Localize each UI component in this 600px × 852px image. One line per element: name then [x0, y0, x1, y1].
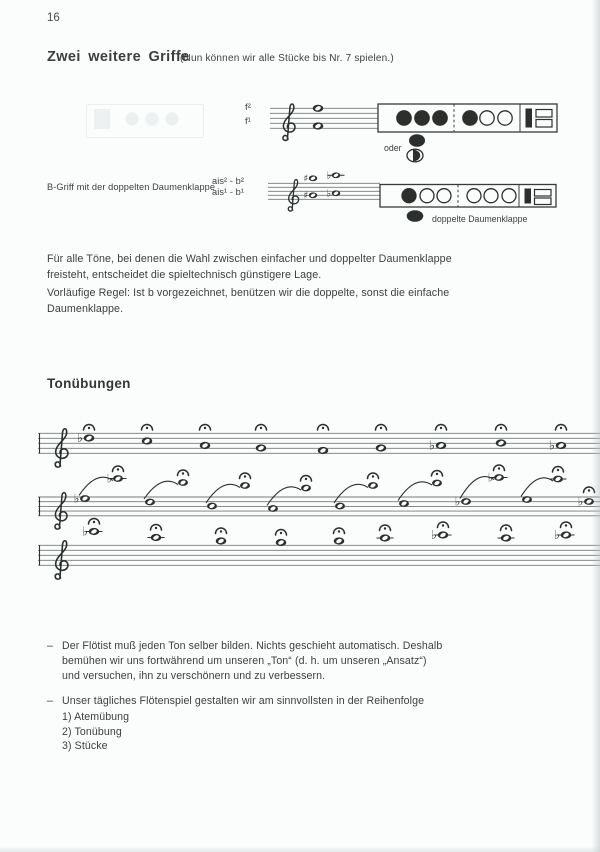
page-subtitle: (Nun können wir alle Stücke bis Nr. 7 spielen.)	[180, 53, 394, 64]
whole-note	[303, 191, 317, 202]
reverse-page-bleedthrough-holes	[122, 112, 182, 126]
whole-note	[498, 534, 515, 541]
list-item-daily-practice	[47, 694, 424, 754]
doppelte-daumenklappe-label: doppelte Daumenklappe	[432, 214, 528, 224]
whole-note	[148, 534, 165, 541]
flat-sign: ♭	[549, 437, 555, 453]
treble-clef	[288, 180, 298, 211]
text-line: freisteht, entscheidet die spieltechnisch günstigere Lage.	[47, 268, 322, 281]
page-edge-shadow-right	[592, 0, 600, 852]
key-bar-filled	[526, 109, 533, 128]
f-griff-chart	[378, 104, 557, 162]
whole-note	[326, 171, 344, 182]
whole-note	[200, 442, 211, 449]
fermata	[501, 525, 512, 531]
paragraph-preliminary-rule	[47, 286, 449, 317]
key-paddle-open	[535, 190, 552, 197]
whole-note	[77, 430, 94, 445]
whole-note	[82, 524, 103, 539]
sharp-sign: ♯	[303, 190, 309, 202]
fermata	[432, 471, 443, 477]
hole-open	[467, 189, 481, 203]
whole-note	[554, 527, 575, 542]
flat-sign: ♭	[431, 527, 437, 542]
treble-clef	[55, 493, 67, 529]
key-paddle-open	[535, 198, 552, 205]
whole-note	[429, 438, 446, 453]
whole-note	[268, 505, 278, 512]
fermata	[216, 528, 227, 534]
slur	[144, 481, 178, 499]
whole-note	[216, 537, 227, 544]
text-line: 2) Tonübung	[62, 725, 122, 738]
fermata	[368, 473, 379, 479]
slur	[206, 484, 240, 503]
hole-open	[498, 111, 512, 125]
page-number: 16	[47, 12, 60, 24]
page-edge-shadow-bottom	[0, 846, 600, 852]
key-paddle-open	[536, 110, 552, 118]
b-griff-caption: B-Griff mit der doppelten Daumenklappe	[47, 182, 216, 192]
fermata	[496, 425, 507, 431]
tone-exercise-staff-2	[38, 465, 600, 529]
key-bar-filled	[525, 189, 532, 204]
flat-sign: ♭	[82, 523, 88, 539]
whole-note	[74, 491, 90, 505]
flat-sign: ♭	[77, 430, 83, 445]
flat-sign: ♭	[106, 471, 113, 486]
fermata	[276, 530, 287, 536]
thumb-key-pressed	[409, 134, 425, 147]
fermata	[556, 425, 567, 431]
flat-sign: ♭	[487, 470, 494, 485]
whole-note	[313, 122, 324, 129]
slur	[521, 478, 553, 497]
fermata	[380, 525, 391, 531]
hole-open	[502, 189, 516, 203]
hole-open	[484, 189, 498, 203]
sharp-sign: ♯	[303, 173, 309, 185]
fermata	[178, 470, 189, 476]
fermata	[334, 528, 345, 534]
text-line: 1) Atemübung	[62, 711, 130, 723]
flat-sign: ♭	[326, 170, 332, 182]
page-title: Zwei weitere Griffe	[47, 49, 190, 65]
tone-exercise-staff-1	[38, 425, 600, 468]
whole-note	[335, 503, 345, 510]
reverse-page-bleedthrough-key	[94, 109, 110, 129]
fingering-staff-b	[268, 171, 380, 212]
flute-body-outline	[380, 185, 556, 208]
whole-note	[432, 480, 442, 487]
list-dash: –	[47, 695, 53, 707]
whole-note	[107, 471, 127, 485]
whole-note	[488, 470, 508, 484]
fermata	[301, 476, 312, 482]
treble-clef	[55, 541, 68, 579]
whole-note	[496, 439, 507, 446]
whole-note	[326, 189, 340, 200]
flute-body-outline	[378, 104, 557, 132]
key-paddle-open	[536, 120, 552, 128]
slur	[79, 477, 113, 495]
whole-note	[522, 496, 532, 503]
text-line: Vorläufige Regel: Ist b vorgezeichnet, benützen wir die doppelte, sonst die einfache	[47, 287, 450, 299]
whole-note	[207, 503, 217, 510]
hole-closed	[433, 111, 447, 125]
whole-note	[455, 494, 471, 508]
slur	[398, 482, 432, 501]
whole-note	[303, 174, 317, 185]
note-label-f1: f¹	[245, 116, 251, 127]
fingering-staff-f	[270, 104, 378, 140]
fermata	[142, 425, 153, 431]
list-item-tone-building	[47, 639, 442, 684]
oder-label: oder	[384, 143, 402, 153]
note-label-f2: f²	[245, 102, 251, 113]
daily-practice-intro: Unser tägliches Flötenspiel gestalten wir am sinnvollsten in der Reihenfolge	[62, 695, 425, 707]
flat-sign: ♭	[554, 527, 560, 542]
whole-note	[377, 534, 394, 541]
whole-note	[301, 485, 311, 492]
hole-closed	[397, 111, 411, 125]
fermata	[240, 473, 251, 479]
hole-open	[437, 189, 451, 203]
fermata	[113, 466, 124, 472]
flat-sign: ♭	[326, 188, 332, 200]
tone-exercise-staff-3	[38, 519, 600, 580]
text-line: 3) Stücke	[62, 740, 108, 753]
flat-sign: ♭	[577, 494, 584, 509]
fermata	[553, 467, 564, 473]
whole-note	[313, 105, 324, 112]
slur	[460, 477, 494, 499]
fermata	[376, 425, 387, 431]
fermata	[84, 425, 95, 431]
treble-clef	[283, 104, 295, 140]
fermata	[151, 525, 162, 531]
text-line: Der Flötist muß jeden Ton selber bilden. Nichts geschieht automatisch. Deshalb	[62, 640, 443, 652]
note-label-ais1-b1: ais¹ - b¹	[212, 186, 245, 197]
section-title-tonuebungen: Tonübungen	[47, 376, 131, 391]
whole-note	[368, 482, 378, 489]
hole-open	[420, 189, 434, 203]
text-line: und versuchen, ihn zu verschönern und zu verbessern.	[62, 670, 326, 682]
fermata	[256, 425, 267, 431]
hole-closed	[463, 111, 477, 125]
note-label-ais2-b2: ais² - b²	[212, 175, 245, 186]
paragraph-thumb-key-choice	[47, 252, 452, 283]
hole-closed	[402, 189, 416, 203]
text-line: bemühen wir uns fortwährend um unseren „Ton“ (d. h. um unseren „Ansatz“)	[62, 655, 427, 667]
flat-sign: ♭	[429, 437, 435, 453]
thumb-key-pressed	[407, 210, 424, 222]
fermata	[89, 519, 100, 525]
slur	[334, 484, 368, 503]
whole-note	[549, 438, 566, 453]
daily-practice-sequence	[62, 710, 424, 754]
text-line: Für alle Töne, bei denen die Wahl zwischen einfacher und doppelter Daumenklappe	[47, 253, 452, 265]
hole-closed	[415, 111, 429, 125]
hole-open	[480, 111, 494, 125]
whole-note	[376, 444, 387, 451]
fermata	[494, 465, 505, 471]
flat-sign: ♭	[454, 494, 461, 509]
whole-note	[318, 447, 329, 454]
slur	[267, 487, 301, 506]
whole-note	[142, 437, 153, 444]
whole-note	[399, 500, 409, 507]
fermata	[200, 425, 211, 431]
fermata	[438, 522, 449, 528]
list-dash: –	[47, 640, 53, 652]
fermata	[318, 425, 329, 431]
fermata	[436, 425, 447, 431]
whole-note	[240, 482, 250, 489]
thumb-key-double	[407, 149, 423, 162]
whole-note	[276, 539, 287, 546]
whole-note	[256, 444, 267, 451]
treble-clef	[55, 429, 68, 467]
fermata	[561, 522, 572, 528]
whole-note	[334, 537, 345, 544]
whole-note	[550, 476, 567, 483]
whole-note	[145, 499, 155, 506]
whole-note	[431, 527, 452, 542]
whole-note	[178, 479, 188, 486]
flat-sign: ♭	[73, 491, 80, 506]
text-line: Daumenklappe.	[47, 302, 124, 315]
